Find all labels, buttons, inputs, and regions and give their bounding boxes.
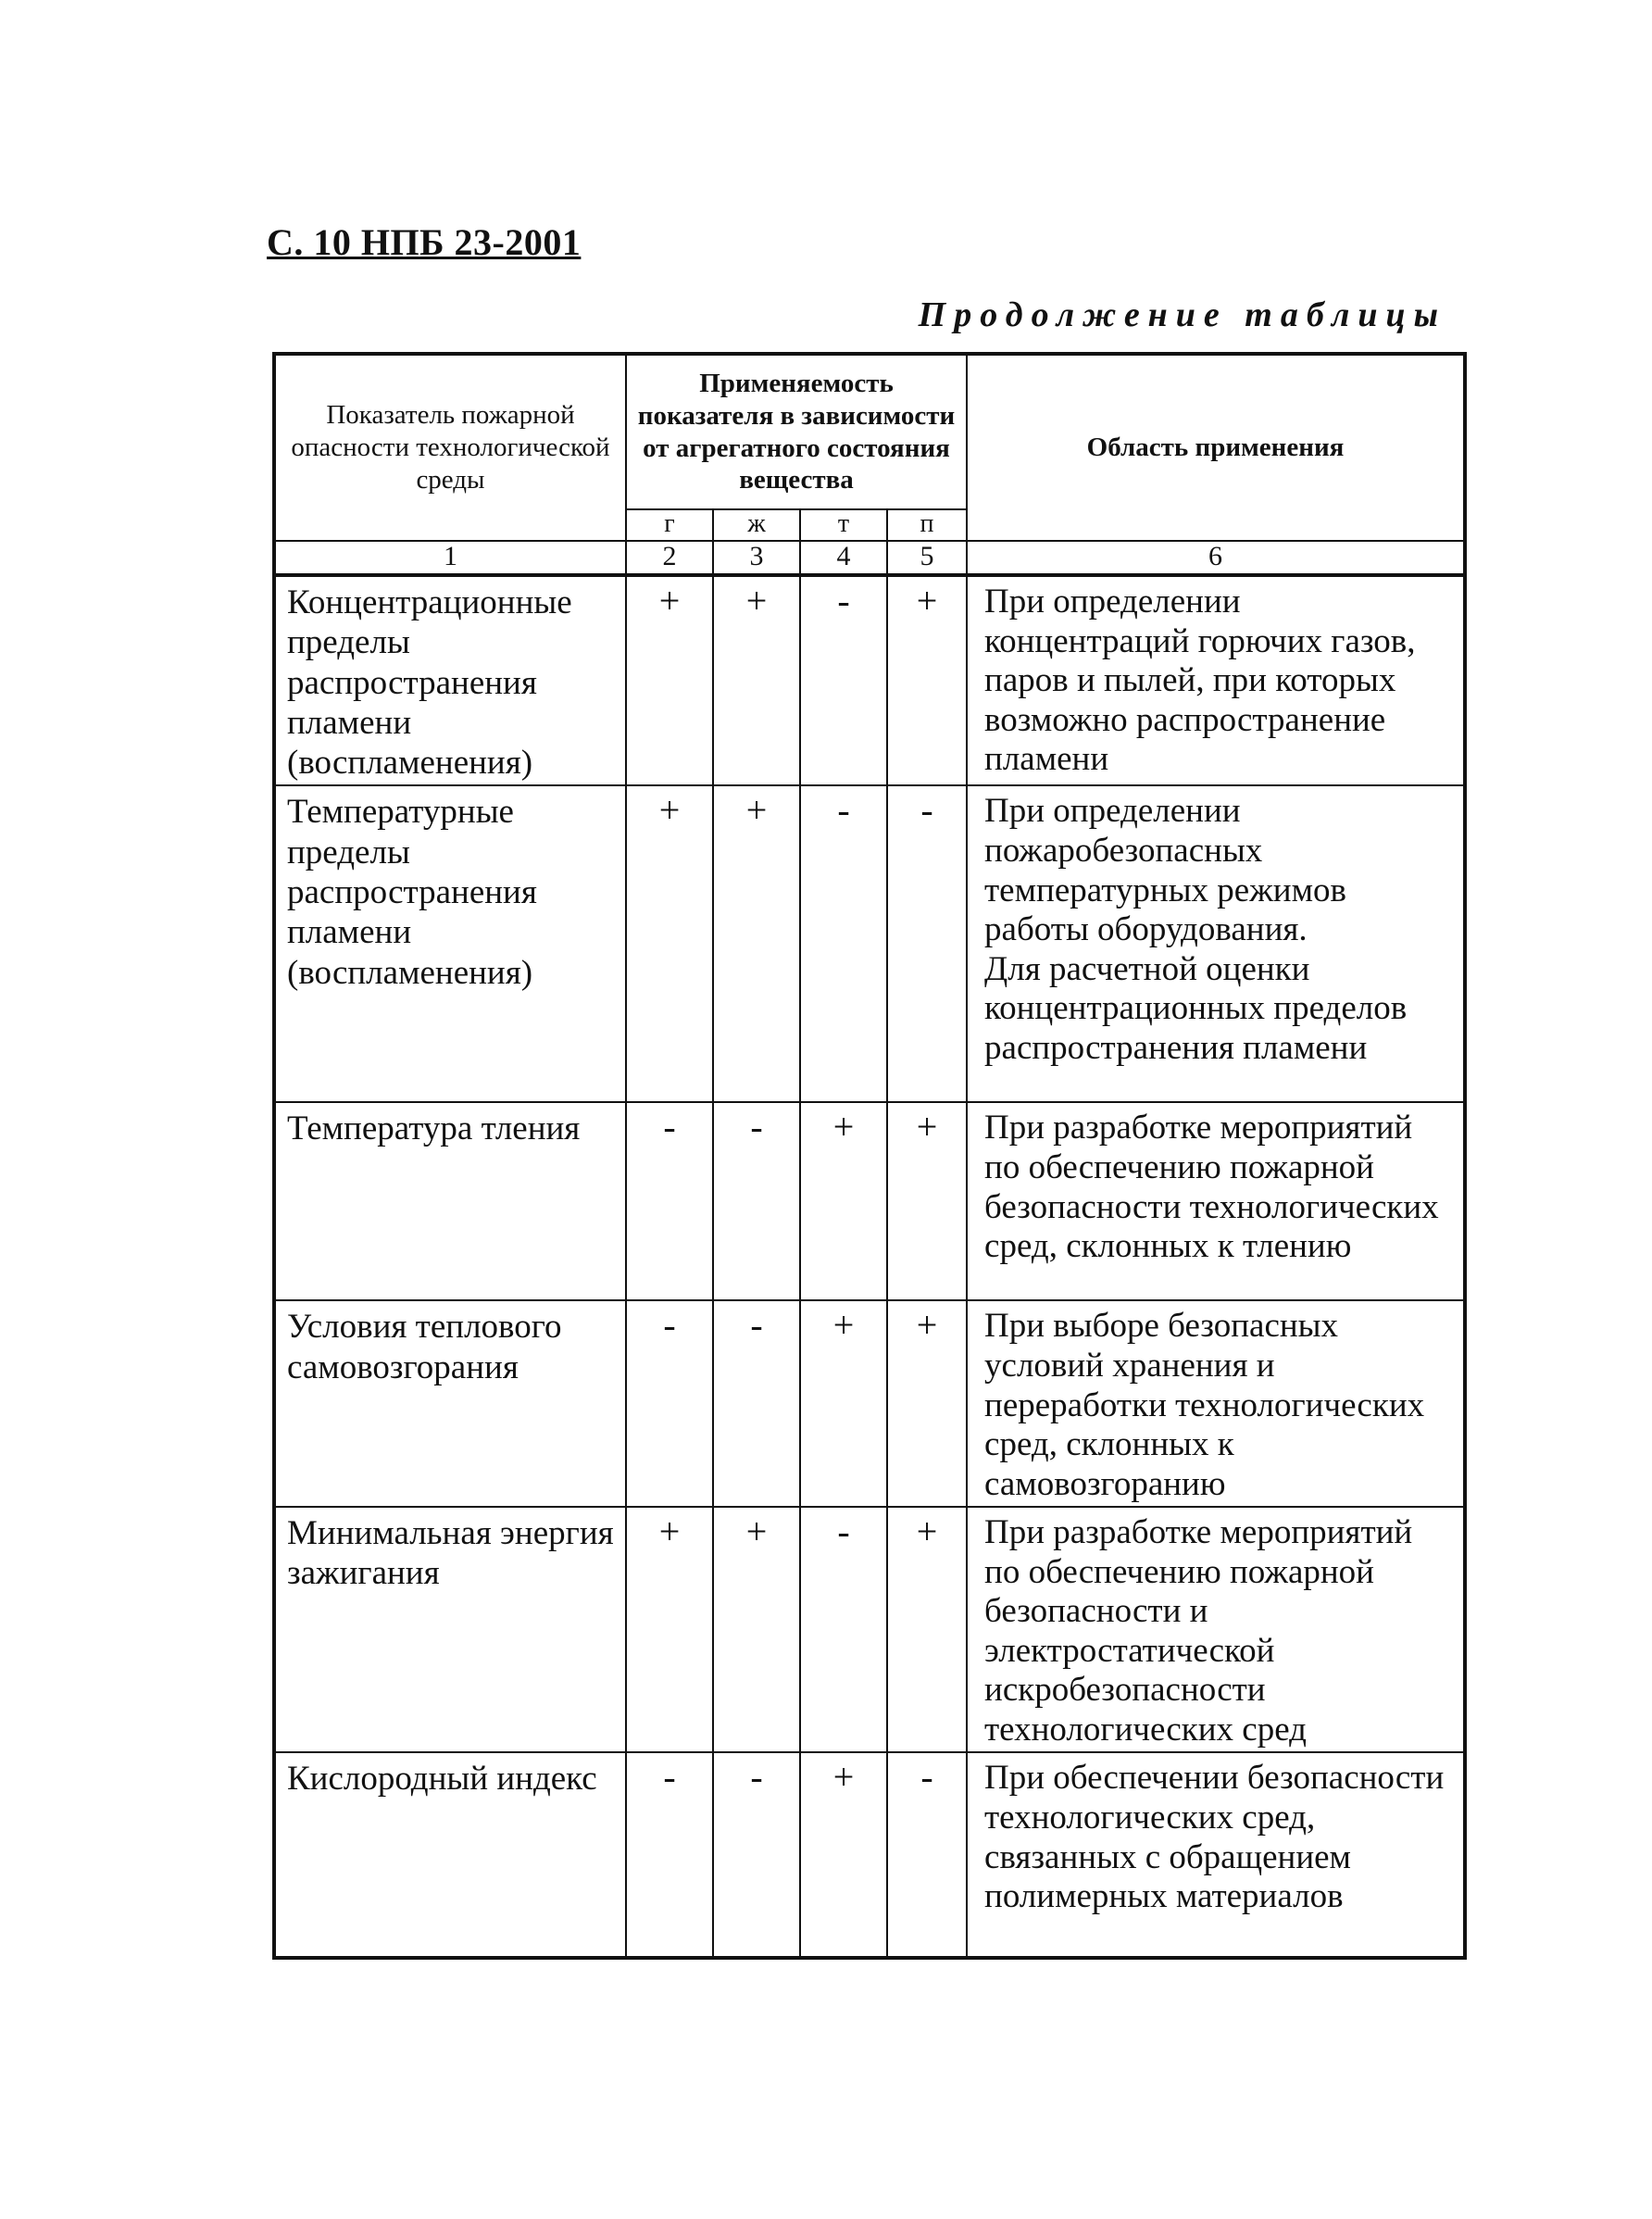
mark-gas: -	[626, 1300, 713, 1507]
application-area-text: Для расчетной оценки концентрационных пределов распространения пламени	[984, 949, 1408, 1067]
table-row	[274, 1102, 1465, 1300]
mark-solid: +	[800, 1300, 887, 1507]
table-row	[274, 575, 1465, 785]
mark-dust: +	[887, 575, 967, 785]
application-area	[967, 1102, 1465, 1300]
col6-header: Область применения	[967, 354, 1465, 541]
application-area-text: При разработке мероприятий по обеспечению пожарной безопасности и электростатической искробезопасности технологических сред	[984, 1513, 1413, 1749]
column-number: 5	[887, 541, 967, 575]
mark-gas: -	[626, 1752, 713, 1958]
mark-dust: +	[887, 1507, 967, 1752]
column-number: 4	[800, 541, 887, 575]
applicability-header: Применяемость показателя в зависимости от агрегатного состояния вещества	[626, 354, 967, 509]
mark-liquid: +	[713, 1507, 800, 1752]
mark-liquid: -	[713, 1752, 800, 1958]
application-area-text: При выборе безопасных условий хранения и переработки технологических сред, склонных к самовозгоранию	[984, 1307, 1425, 1503]
application-area-text: При определении концентраций горючих газов, паров и пылей, при которых возможно распространение пламени	[984, 583, 1416, 779]
indicator-name: Температурные пределы распространения пламени (воспламенения)	[274, 785, 626, 1102]
application-area	[967, 1300, 1465, 1507]
state-solid: т	[800, 509, 887, 541]
mark-dust: +	[887, 1300, 967, 1507]
mark-liquid: +	[713, 785, 800, 1102]
table-continuation-label: Продолжение таблицы	[918, 295, 1446, 334]
column-numbers-row	[274, 541, 1465, 575]
application-area	[967, 1752, 1465, 1958]
mark-dust: -	[887, 785, 967, 1102]
column-number: 1	[274, 541, 626, 575]
indicator-name: Кислородный индекс	[274, 1752, 626, 1958]
mark-solid: +	[800, 1102, 887, 1300]
mark-solid: +	[800, 1752, 887, 1958]
column-number: 3	[713, 541, 800, 575]
indicator-name: Температура тления	[274, 1102, 626, 1300]
mark-liquid: +	[713, 575, 800, 785]
column-number: 2	[626, 541, 713, 575]
mark-liquid: -	[713, 1102, 800, 1300]
table-row	[274, 1752, 1465, 1958]
state-liquid: ж	[713, 509, 800, 541]
mark-gas: +	[626, 1507, 713, 1752]
fire-hazard-table	[272, 352, 1467, 1960]
application-area	[967, 1507, 1465, 1752]
mark-gas: +	[626, 785, 713, 1102]
col1-header: Показатель пожарной опасности технологической среды	[274, 354, 626, 541]
table-row	[274, 1507, 1465, 1752]
mark-gas: -	[626, 1102, 713, 1300]
mark-solid: -	[800, 575, 887, 785]
table-row	[274, 785, 1465, 1102]
mark-dust: -	[887, 1752, 967, 1958]
application-area-text: При определении пожаробезопасных температурных режимов работы оборудования.	[984, 792, 1346, 949]
mark-solid: -	[800, 785, 887, 1102]
indicator-name: Условия теплового самовозгорания	[274, 1300, 626, 1507]
mark-dust: +	[887, 1102, 967, 1300]
page-header: С. 10 НПБ 23-2001	[267, 221, 582, 263]
mark-solid: -	[800, 1507, 887, 1752]
mark-gas: +	[626, 575, 713, 785]
table-row	[274, 1300, 1465, 1507]
mark-liquid: -	[713, 1300, 800, 1507]
application-area-text: При разработке мероприятий по обеспечению пожарной безопасности технологических сред, склонных к тлению	[984, 1109, 1439, 1266]
indicator-name: Концентрационные пределы распространения пламени (воспламенения)	[274, 575, 626, 785]
state-dust: п	[887, 509, 967, 541]
state-gas: г	[626, 509, 713, 541]
column-number: 6	[967, 541, 1465, 575]
application-area	[967, 575, 1465, 785]
indicator-name: Минимальная энергия зажигания	[274, 1507, 626, 1752]
application-area	[967, 785, 1465, 1102]
application-area-text: При обеспечении безопасности технологических сред, связанных с обращением полимерных материалов	[984, 1759, 1445, 1916]
